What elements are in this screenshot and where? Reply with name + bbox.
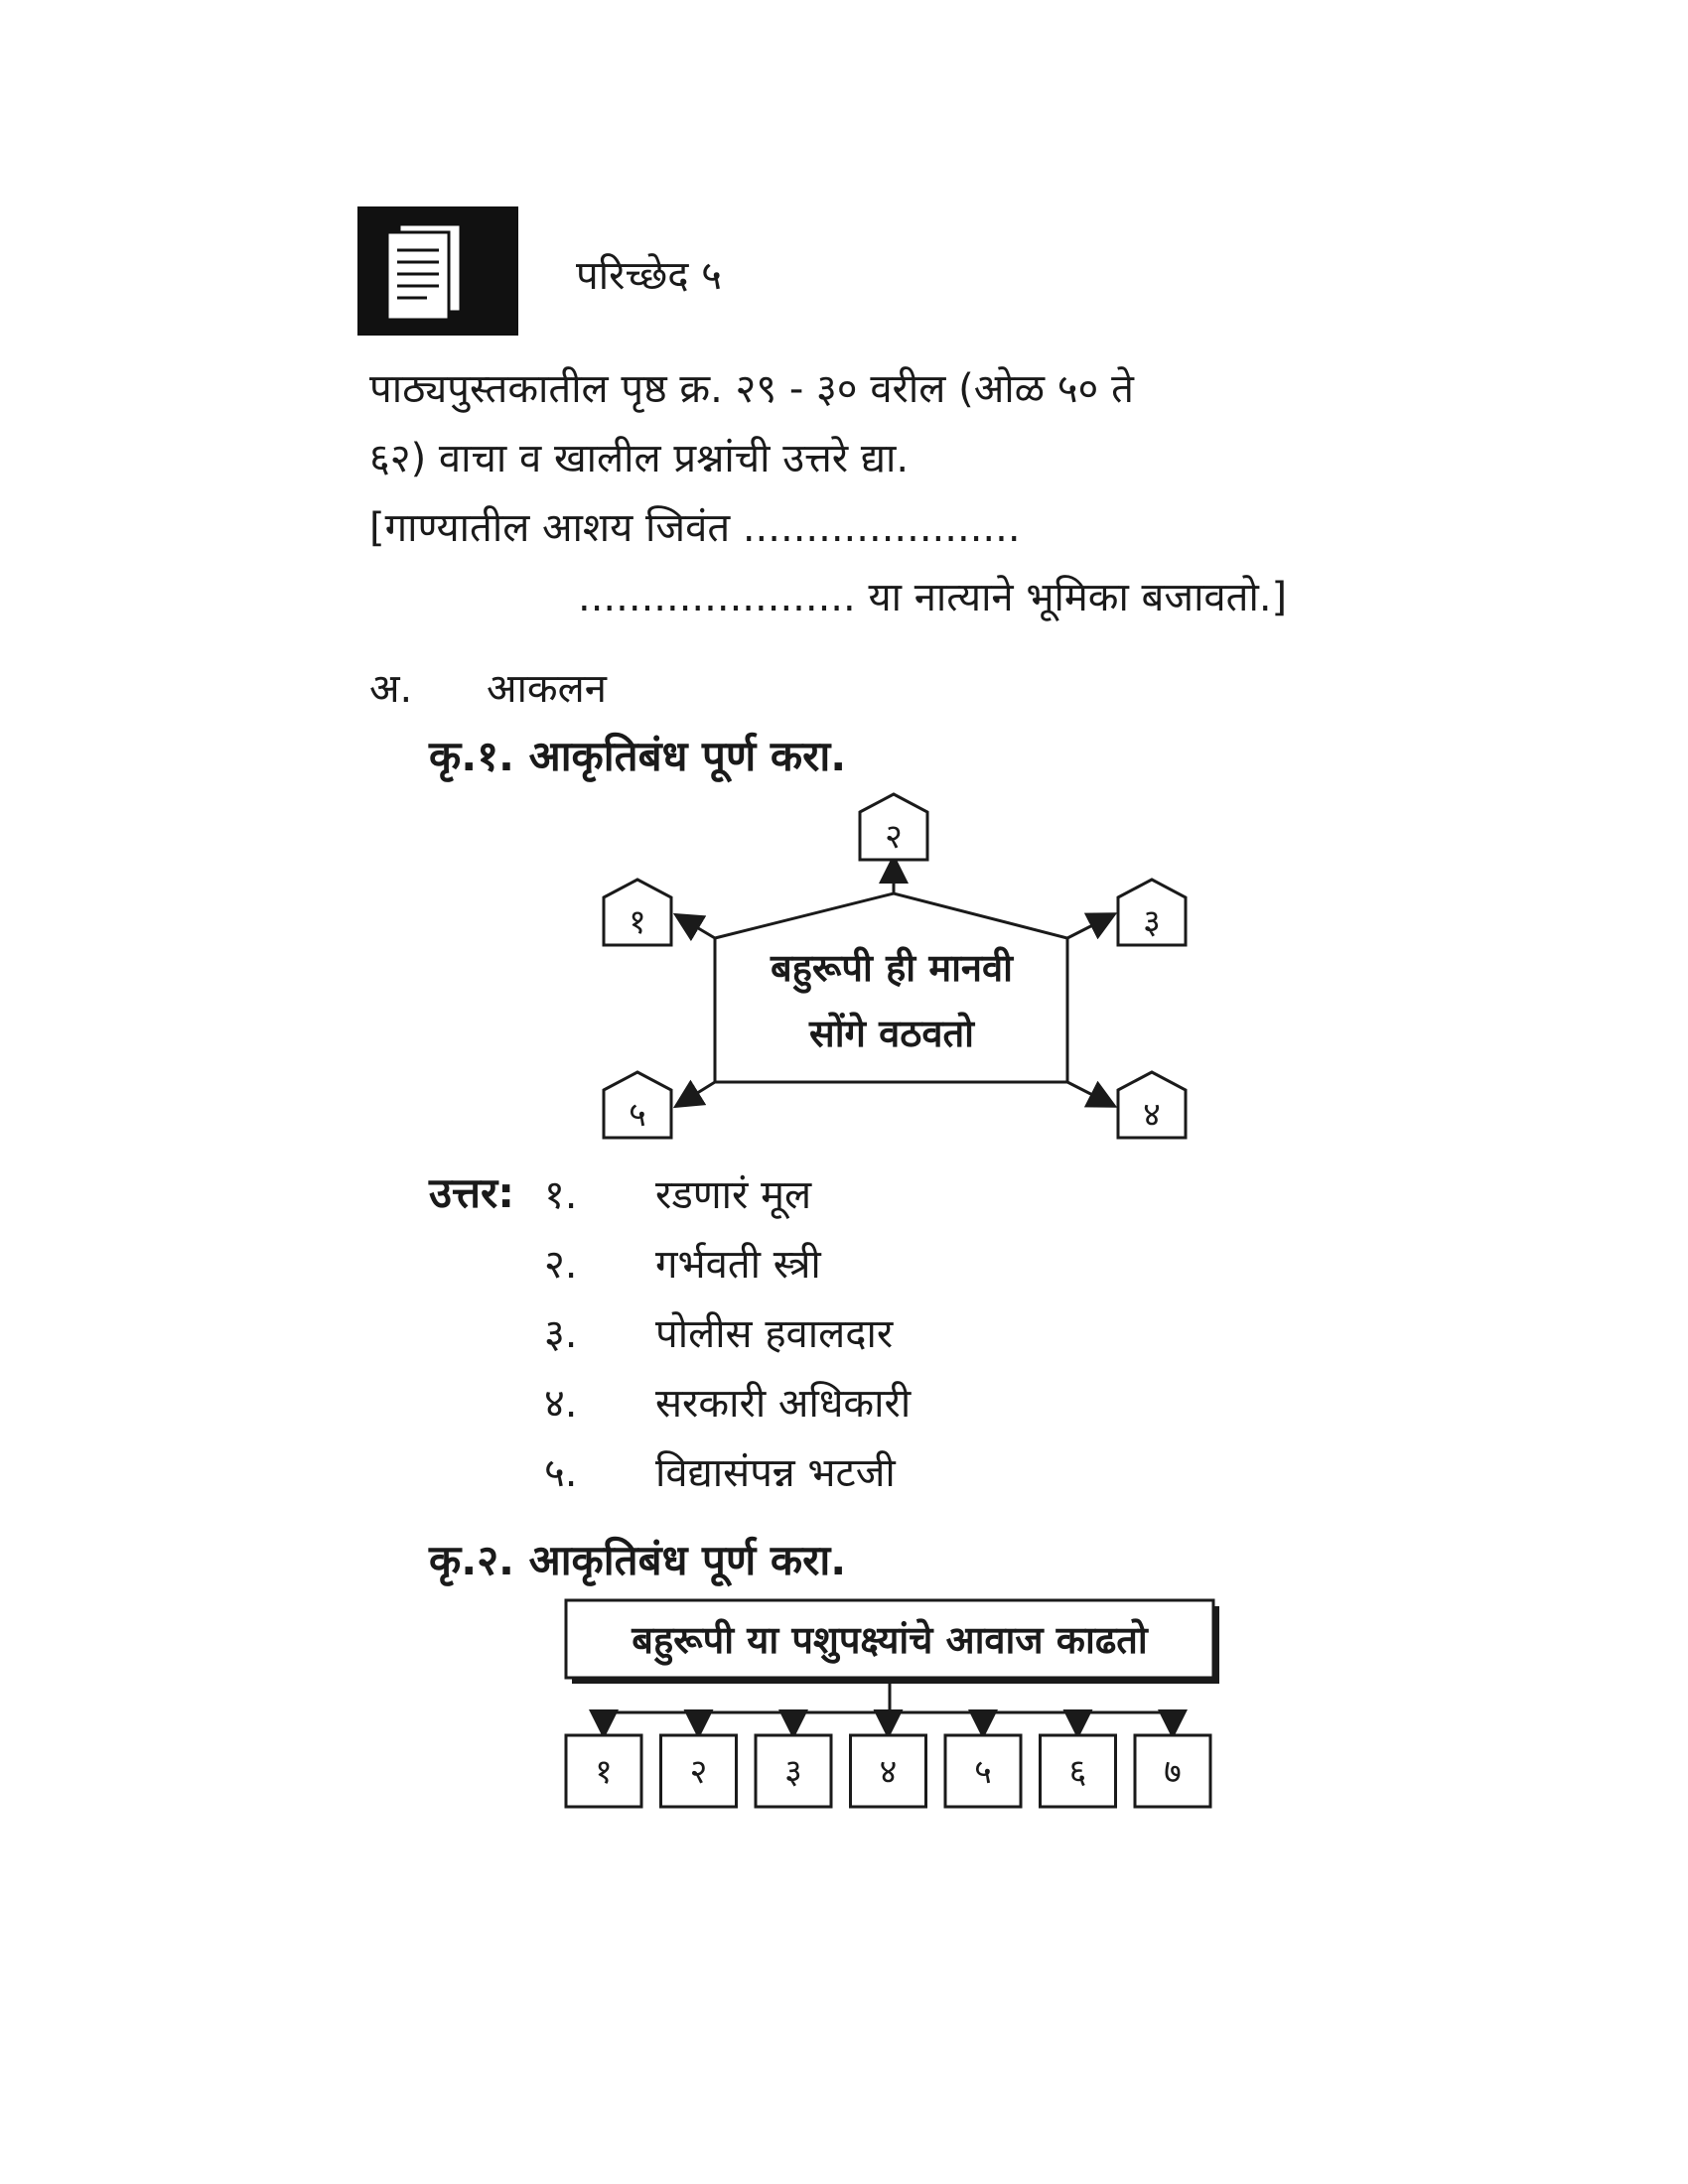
center-text-1: बहुरूपी ही मानवी <box>771 946 1013 990</box>
section-title: परिच्छेद ५ <box>576 253 722 299</box>
answer-box-1 <box>566 1712 641 1807</box>
instruction-line-4: ...................... या नात्याने भूमिका बजावतो.] <box>578 575 1288 620</box>
answer-text: रडणारं मूल <box>655 1172 812 1218</box>
section-letter: अ. <box>369 666 413 712</box>
box-2-label: २ <box>885 817 903 857</box>
answer-num: ५. <box>544 1450 578 1496</box>
answer-text: विद्यासंपन्न भटजी <box>655 1450 896 1496</box>
box-4-label: ४ <box>1143 1095 1161 1135</box>
answer-box-6 <box>1041 1712 1116 1807</box>
question-1-label: कृ.१. आकृतिबंध पूर्ण करा. <box>429 732 847 780</box>
box-label: ५ <box>974 1752 992 1792</box>
instruction-line-2: ६२) वाचा व खालील प्रश्नांची उत्तरे द्या. <box>369 436 910 481</box>
diagram-2-title: बहुरूपी या पशुपक्ष्यांचे आवाज काढतो <box>632 1618 1148 1662</box>
box-label: १ <box>595 1752 613 1792</box>
instruction-line-3: [गाण्यातील आशय जिवंत ...................... <box>369 505 1021 551</box>
answer-num: २. <box>544 1242 578 1288</box>
instruction-line-1: पाठ्यपुस्तकातील पृष्ठ क्र. २९ - ३० वरील (ओळ ५० ते <box>369 366 1134 412</box>
answer-text: सरकारी अधिकारी <box>655 1381 912 1427</box>
answer-label: उत्तर: <box>429 1168 515 1217</box>
answer-num: ३. <box>544 1311 578 1357</box>
answer-box-5 <box>945 1712 1021 1807</box>
answer-text: पोलीस हवालदार <box>655 1311 894 1357</box>
answer-num: १. <box>544 1172 578 1218</box>
box-3-label: ३ <box>1143 902 1161 942</box>
answer-box-4 <box>851 1712 926 1807</box>
question-2-label: कृ.२. आकृतिबंध पूर्ण करा. <box>429 1536 847 1584</box>
box-label: ६ <box>1068 1752 1087 1792</box>
box-1-label: १ <box>629 902 646 942</box>
box-label: ४ <box>879 1752 898 1792</box>
section-heading: आकलन <box>487 666 607 712</box>
box-label: ३ <box>784 1752 802 1792</box>
box-label: २ <box>689 1752 708 1792</box>
box-5-label: ५ <box>629 1095 646 1135</box>
box-label: ७ <box>1164 1752 1182 1792</box>
answer-box-2 <box>661 1712 737 1807</box>
answer-box-7 <box>1135 1712 1210 1807</box>
center-text-2: सोंगे वठवतो <box>809 1012 974 1055</box>
answer-box-3 <box>756 1712 831 1807</box>
answer-num: ४. <box>544 1381 578 1427</box>
answer-text: गर्भवती स्त्री <box>655 1242 821 1288</box>
